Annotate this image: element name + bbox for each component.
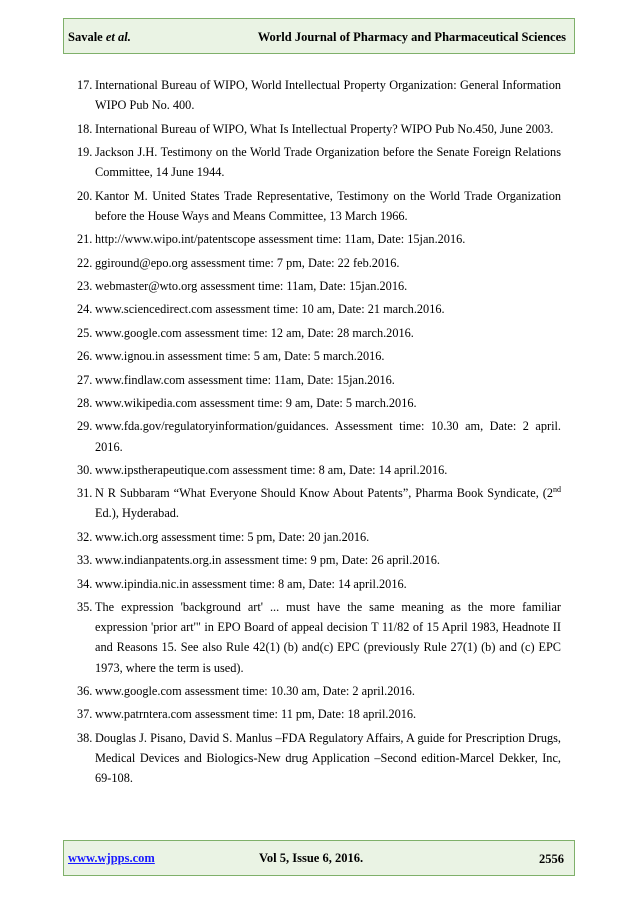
reference-text: Jackson J.H. Testimony on the World Trade Organization before the Senate Foreign Relations Committee, 14 June 1944.	[95, 144, 561, 180]
reference-text: The expression 'background art' ... must have the same meaning as the more familiar expression 'prior art'" in EPO Board of appeal decision T 11/82 of 15 April 1983, Headnote II and Reasons 15. See also Rule 42(1) (b) and(c) EPC (previously Rule 27(1) (b) and (c) EPC 1973, where the term is used).	[95, 600, 561, 675]
reference-number: 36.	[77, 684, 93, 699]
reference-item	[79, 728, 561, 789]
header-journal-title: World Journal of Pharmacy and Pharmaceutical Sciences	[257, 30, 566, 44]
reference-number: 32.	[77, 529, 93, 544]
reference-text: Kantor M. United States Trade Representative, Testimony on the World Trade Organization before the House Ways and Means Committee, 13 March 1966.	[95, 188, 561, 223]
reference-number: 26.	[77, 349, 93, 364]
reference-item	[79, 393, 561, 413]
reference-item	[79, 460, 561, 480]
reference-list	[79, 75, 561, 792]
reference-item	[79, 527, 561, 547]
reference-number: 31.	[77, 486, 93, 501]
reference-number: 25.	[77, 325, 93, 340]
reference-text: webmaster@wto.org assessment time: 11am, Date: 15jan.2016.	[95, 278, 408, 293]
reference-text: N R Subbaram “What Everyone Should Know About Patents”, Pharma Book Syndicate, (2nd Ed.), Hyderabad.	[95, 485, 561, 521]
reference-item	[79, 299, 561, 319]
reference-text: Douglas J. Pisano, David S. Manlus –FDA Regulatory Affairs, A guide for Prescription Drugs, Medical Devices and Biologics-New drug Application –Second edition-Marcel Dekker, Inc, 69-108.	[95, 730, 561, 786]
reference-item	[79, 75, 561, 115]
reference-item	[79, 142, 561, 182]
reference-item	[79, 550, 561, 570]
reference-item	[79, 229, 561, 249]
reference-text: www.findlaw.com assessment time: 11am, Date: 15jan.2016.	[95, 372, 395, 387]
reference-text: www.ipstherapeutique.com assessment time: 8 am, Date: 14 april.2016.	[95, 462, 448, 477]
reference-text: www.fda.gov/regulatoryinformation/guidances. Assessment time: 10.30 am, Date: 2 april. 2016.	[95, 419, 561, 454]
reference-text: ggiround@epo.org assessment time: 7 pm, Date: 22 feb.2016.	[95, 255, 400, 270]
reference-number: 24.	[77, 302, 93, 317]
reference-item	[79, 370, 561, 390]
reference-text: www.ipindia.nic.in assessment time: 8 am, Date: 14 april.2016.	[95, 576, 407, 591]
reference-text: www.indianpatents.org.in assessment time: 9 pm, Date: 26 april.2016.	[95, 553, 440, 568]
reference-item	[79, 681, 561, 701]
reference-text: www.google.com assessment time: 12 am, Date: 28 march.2016.	[95, 325, 414, 340]
page-footer	[63, 840, 575, 876]
reference-item	[79, 276, 561, 296]
page-number: 2556	[539, 852, 564, 866]
reference-number: 22.	[77, 255, 93, 270]
ordinal-superscript: nd	[553, 485, 561, 495]
reference-number: 18.	[77, 121, 93, 136]
reference-text: http://www.wipo.int/patentscope assessment time: 11am, Date: 15jan.2016.	[95, 232, 466, 247]
reference-item	[79, 323, 561, 343]
reference-item	[79, 597, 561, 678]
reference-number: 21.	[77, 232, 93, 247]
reference-text: www.wikipedia.com assessment time: 9 am, Date: 5 march.2016.	[95, 395, 417, 410]
journal-website-link[interactable]: www.wjpps.com	[68, 851, 155, 865]
reference-item	[79, 704, 561, 724]
reference-item	[79, 574, 561, 594]
reference-item	[79, 416, 561, 456]
reference-text: www.google.com assessment time: 10.30 am, Date: 2 april.2016.	[95, 684, 415, 699]
reference-item	[79, 483, 561, 523]
reference-number: 19.	[77, 144, 93, 159]
reference-item	[79, 186, 561, 226]
reference-text: International Bureau of WIPO, What Is Intellectual Property? WIPO Pub No.450, June 2003.	[95, 121, 554, 136]
reference-number: 35.	[77, 600, 93, 615]
reference-number: 30.	[77, 462, 93, 477]
header-authors: Savale et al.	[68, 30, 131, 44]
reference-number: 29.	[77, 419, 93, 434]
reference-text: www.ignou.in assessment time: 5 am, Date: 5 march.2016.	[95, 349, 385, 364]
reference-text: www.sciencedirect.com assessment time: 10 am, Date: 21 march.2016.	[95, 302, 445, 317]
reference-text: International Bureau of WIPO, World Intellectual Property Organization: General Information WIPO Pub No. 400.	[95, 78, 561, 113]
reference-text: www.ich.org assessment time: 5 pm, Date: 20 jan.2016.	[95, 529, 370, 544]
page-header	[63, 18, 575, 54]
reference-text: www.patrntera.com assessment time: 11 pm, Date: 18 april.2016.	[95, 707, 417, 722]
reference-number: 34.	[77, 576, 93, 591]
reference-number: 23.	[77, 278, 93, 293]
reference-number: 27.	[77, 372, 93, 387]
reference-number: 17.	[77, 78, 93, 92]
header-et-al: et al.	[105, 30, 131, 44]
reference-number: 37.	[77, 707, 93, 722]
reference-number: 38.	[77, 730, 93, 745]
reference-item	[79, 253, 561, 273]
reference-number: 28.	[77, 395, 93, 410]
reference-number: 33.	[77, 553, 93, 568]
volume-issue: Vol 5, Issue 6, 2016.	[259, 851, 364, 865]
reference-number: 20.	[77, 188, 93, 203]
reference-item	[79, 346, 561, 366]
reference-item	[79, 119, 561, 139]
